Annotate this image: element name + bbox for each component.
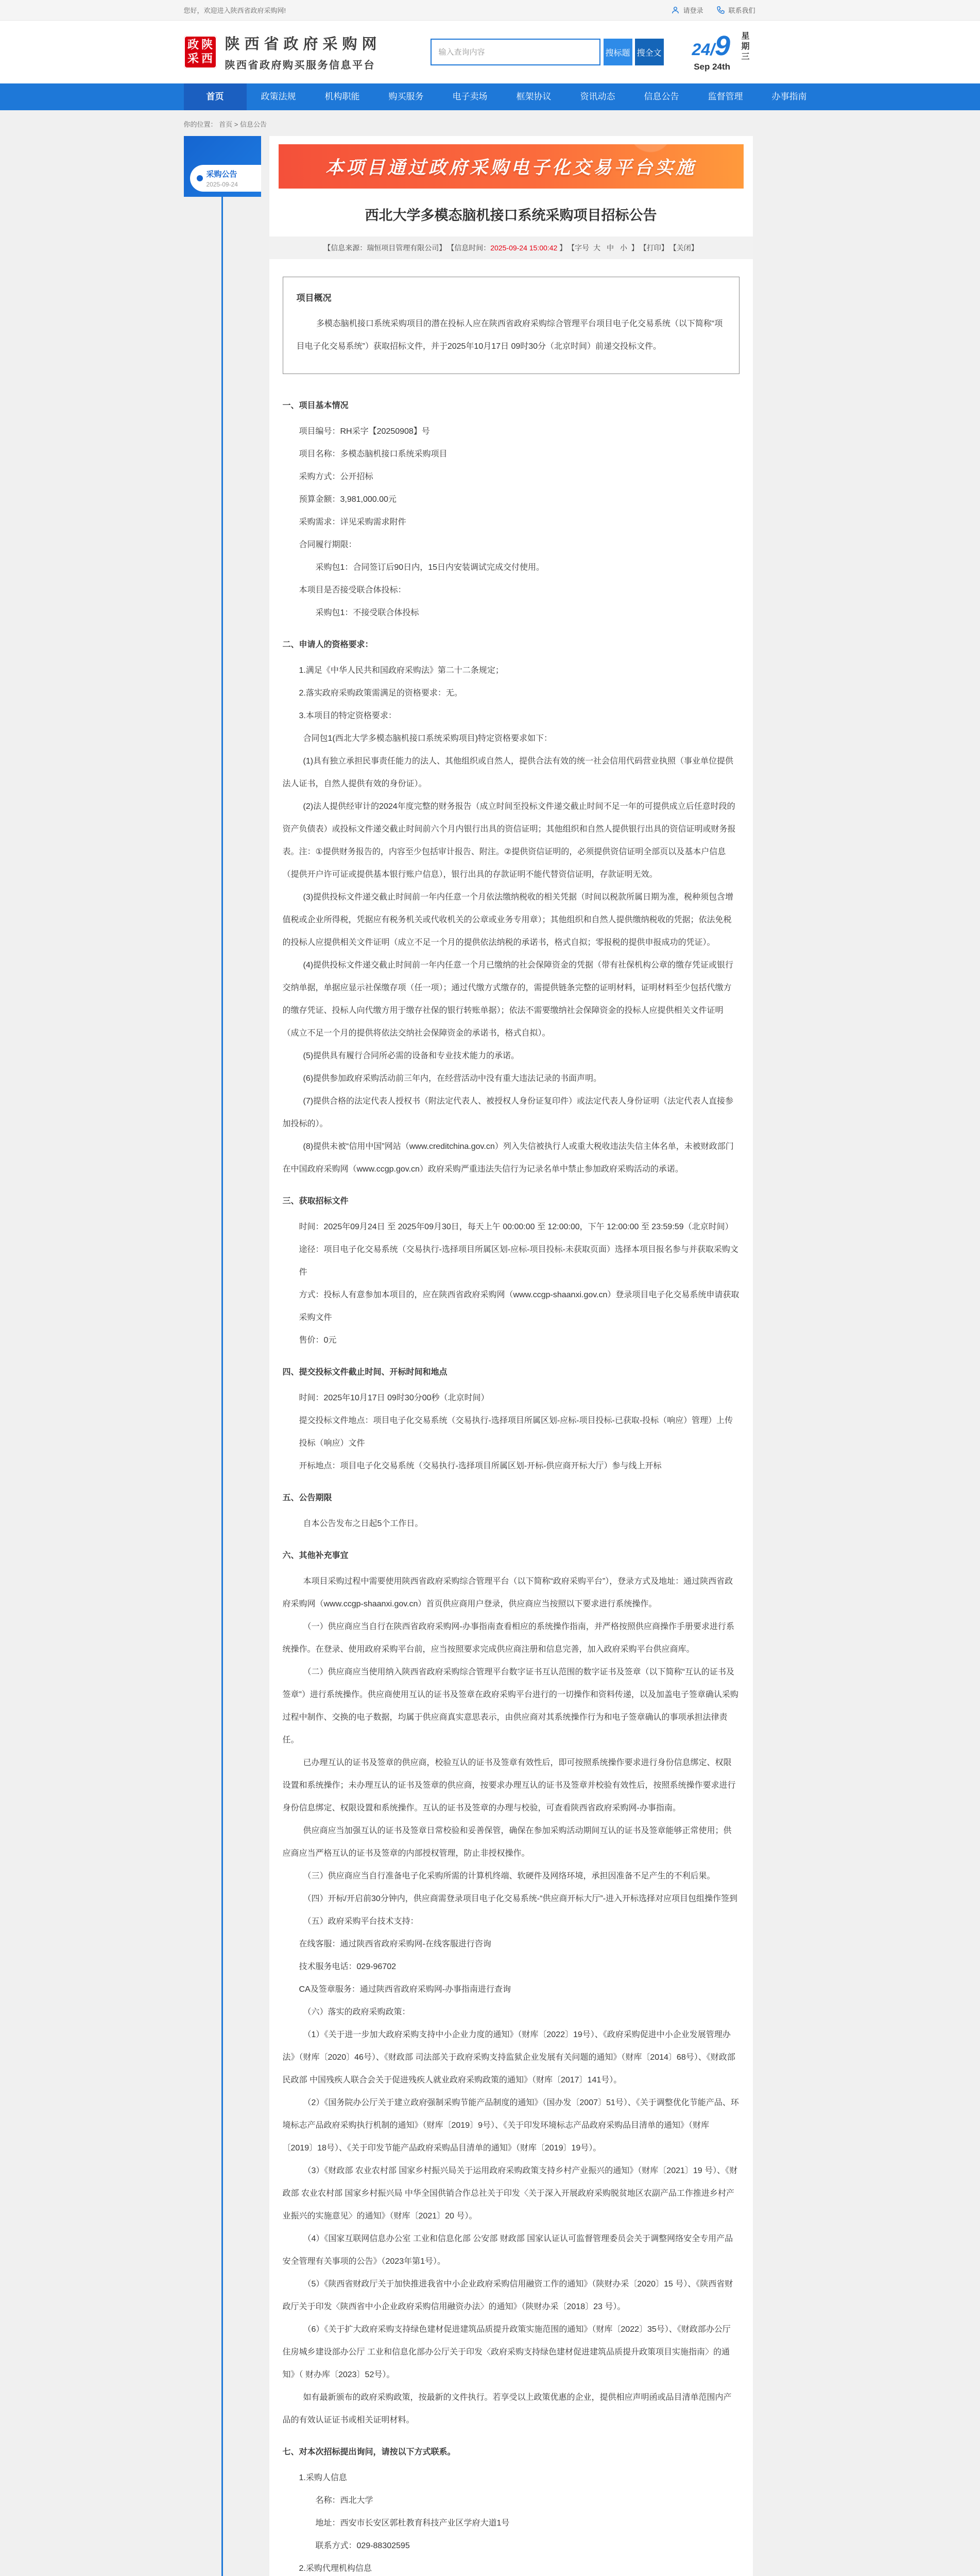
- login-link[interactable]: [671, 5, 703, 15]
- body-paragraph: (7)提供合格的法定代表人授权书（附法定代表人、被授权人身份证复印件）或法定代表人身份证明（法定代表人直接参加投标的）。: [282, 1097, 734, 1128]
- meta-source: 【信息来源：瑞恒项目管理有限公司】: [323, 244, 446, 252]
- body-paragraph: （6）《关于扩大政府采购支持绿色建材促进建筑品质提升政策实施范围的通知》（财库〔2022〕35号）、《财政部办公厅 住房城乡建设部办公厅 工业和信息化部办公厅关于印发〈政府采购支持绿色建材促进建筑品质提升政策项目实施指南〉的通知》（ 财办库〔2023〕52号）。: [282, 2325, 731, 2379]
- breadcrumb: [184, 110, 797, 136]
- body-paragraph: (6)提供参加政府采购活动前三年内，在经营活动中没有重大违法记录的书面声明。: [303, 1074, 602, 1083]
- body-line: 1.采购人信息: [299, 2473, 347, 2482]
- nav-bar-items: [184, 83, 807, 110]
- body-subline: 采购包1：不接受联合体投标: [315, 608, 419, 617]
- article-meta: [269, 236, 753, 259]
- main-nav: [0, 83, 980, 110]
- section-heading: 二、申请人的资格要求：: [282, 640, 373, 649]
- topbar: [0, 0, 980, 21]
- sidebar-item-procurement-notice[interactable]: [190, 165, 261, 192]
- article-card: [269, 136, 753, 2576]
- meta-fontsize-close: 】: [631, 244, 639, 252]
- fontsize-large-button[interactable]: 大: [593, 244, 601, 252]
- body-paragraph: （3）《财政部 农业农村部 国家乡村振兴局关于运用政府采购政策支持乡村产业振兴的通知》（财库〔2021〕19 号）、《财政部 农业农村部 国家乡村振兴局 中华全国供销合作总社关于印发〈关于深入开展政府采购脱贫地区农副产品工作推进乡村产业振兴的实施意见〉的通知》（财库〔2021〕20 号）。: [282, 2166, 738, 2221]
- body-line: 途径：项目电子化交易系统（交易执行-选择项目所属区划-应标-项目投标-未获取页面）选择本项目报名参与并获取采购文件: [299, 1245, 738, 1277]
- body-line: CA及签章服务：通过陕西省政府采购网-办事指南进行查询: [299, 1985, 511, 1994]
- body-paragraph: （四）开标/开启前30分钟内，供应商需登录项目电子化交易系统-“供应商开标大厅”-进入开标选择对应项目包组操作签到: [303, 1894, 738, 1903]
- body-paragraph: (2)法人提供经审计的2024年度完整的财务报告（成立时间至投标文件递交截止时间不足一年的可提供成立后任意时段的资产负债表）或投标文件递交截止时间前六个月内银行出具的资信证明；其他组织和自然人提供银行出具的资信证明或财务报表。注：①提供财务报告的，内容至少包括审计报告、附注。②提供资信证明的，必须提供资信证明全部页以及基本户信息（提供开户许可证或提供基本银行账户信息），银行出具的存款证明不能代替资信证明，存款证明无效。: [282, 802, 736, 879]
- body-line: 3.本项目的特定资格要求：: [299, 711, 397, 720]
- body-paragraph: （4）《国家互联网信息办公室 工业和信息化部 公安部 财政部 国家认证认可监督管理委员会关于调整网络安全专用产品安全管理有关事项的公告》（2023年第1号）。: [282, 2234, 733, 2266]
- nav-item[interactable]: 首页: [184, 83, 247, 110]
- date-widget: [692, 31, 751, 73]
- contact-link[interactable]: [716, 5, 755, 15]
- login-label: 请登录: [683, 7, 703, 14]
- body-paragraph: （二）供应商应当使用纳入陕西省政府采购综合管理平台数字证书互认范围的数字证书及签章（以下简称“互认的证书及签章”）进行系统操作。供应商使用互认的证书及签章在政府采购平台进行的一切操作和资料传递，以及加盖电子签章确认采购过程中制作、交换的电子数据，均属于供应商真实意思表示，由供应商对其系统操作行为和电子签章确认的事项承担法律责任。: [282, 1668, 738, 1744]
- section-heading: 七、对本次招标提出询问，请按以下方式联系。: [282, 2448, 456, 2456]
- meta-time-close: 】: [557, 244, 567, 252]
- section-heading: 三、获取招标文件: [282, 1197, 349, 1206]
- body-paragraph: (1)具有独立承担民事责任能力的法人、其他组织或自然人，提供合法有效的统一社会信用代码营业执照（事业单位提供法人证书，自然人提供有效的身份证）。: [282, 757, 734, 788]
- body-line: 在线客服：通过陕西省政府采购网-在线客服进行咨询: [299, 1940, 491, 1948]
- sidebar: [184, 136, 261, 2576]
- body-paragraph: 供应商应当加强互认的证书及签章日常校验和妥善保管，确保在参加采购活动期间互认的证书及签章能够正常使用；供应商应当严格互认的证书及签章的内部授权管理，防止非授权操作。: [282, 1826, 732, 1858]
- site-subtitle: 陕西省政府购买服务信息平台: [225, 60, 375, 71]
- body-subline: 地址：西安市长安区郭杜教育科技产业区学府大道1号: [315, 2519, 510, 2528]
- body-paragraph: (3)提供投标文件递交截止时间前一年内任意一个月依法缴纳税收的相关凭据（时间以税款所属日期为准，税种须包含增值税或企业所得税，凭据应有税务机关或代收机关的公章或业务专用章）；其他组织和自然人提供缴纳税收的凭据；依法免税的投标人应提供相关文件证明（成立不足一个月的提供依法纳税的承诺书，格式自拟；零报税的提供申报成功的凭证）。: [282, 893, 734, 947]
- phone-icon: [716, 6, 725, 14]
- body-line: 售价：0元: [299, 1336, 337, 1345]
- body-paragraph: （1）《关于进一步加大政府采购支持中小企业力度的通知》（财库〔2022〕19号）、《政府采购促进中小企业发展管理办法》（财库〔2020〕46号）、《财政部 司法部关于政府采购支持监狱企业发展有关问题的通知》（财库〔2014〕68号）、《财政部 民政部 中国残疾人联合会关于促进残疾人就业政府采购政策的通知》（财库〔2017〕141号）。: [282, 2030, 735, 2084]
- body-paragraph: 已办理互认的证书及签章的供应商，校验互认的证书及签章有效性后，即可按照系统操作要求进行身份信息绑定、权限设置和系统操作；未办理互认的证书及签章的供应商，按要求办理互认的证书及签章并校验有效性后，按照系统操作要求进行身份信息绑定、权限设置和系统操作。互认的证书及签章的办理与校验，可查看陕西省政府采购网-办事指南。: [282, 1758, 736, 1812]
- body-line: 2.采购代理机构信息: [299, 2564, 372, 2573]
- header: [0, 21, 980, 83]
- body-paragraph: （一）供应商应当自行在陕西省政府采购网-办事指南查看相应的系统操作指南，并严格按照供应商操作手册要求进行系统操作。在登录、使用政府采购平台前，应当按照要求完成供应商注册和信息完善，加入政府采购平台供应商库。: [282, 1622, 734, 1654]
- nav-item[interactable]: 机构职能: [324, 92, 360, 101]
- body-line: 1.满足《中华人民共和国政府采购法》第二十二条规定；: [299, 666, 504, 675]
- body-paragraph: （六）落实的政府采购政策：: [303, 2008, 410, 2016]
- fontsize-small-button[interactable]: 小: [620, 244, 627, 252]
- date-english: Sep 24th: [694, 62, 731, 72]
- section-heading: 四、提交投标文件截止时间、开标时间和地点: [282, 1368, 448, 1377]
- meta-time-label: 【信息时间：: [447, 244, 491, 252]
- meta-time: [447, 243, 566, 253]
- section-heading: 一、项目基本情况: [282, 401, 349, 410]
- search-fulltext-button[interactable]: 搜全文: [635, 39, 664, 65]
- breadcrumb-home[interactable]: 首页: [219, 121, 233, 128]
- body-line: 项目名称：多模态脑机接口系统采购项目: [299, 450, 448, 459]
- body-line: 时间：2025年09月24日 至 2025年09月30日，每天上午 00:00:00 至 12:00:00，下午 12:00:00 至 23:59:59（北京时间）: [299, 1223, 733, 1231]
- print-button[interactable]: 【打印】: [639, 244, 668, 252]
- breadcrumb-current[interactable]: 信息公告: [240, 121, 267, 128]
- site-title: 陕西省政府采购网: [225, 36, 382, 53]
- user-icon: [671, 6, 680, 14]
- meta-fontsize-label: 【字号: [568, 244, 590, 252]
- body-paragraph: （五）政府采购平台技术支持：: [303, 1917, 419, 1926]
- body-paragraph: (8)提供未被“信用中国”网站（www.creditchina.gov.cn）列入失信被执行人或重大税收违法失信主体名单，未被财政部门在中国政府采购网（www.ccgp.gov.cn）政府采购严重违法失信行为记录名单中禁止参加政府采购活动的承诺。: [282, 1142, 734, 1174]
- meta-fontsize: [568, 243, 639, 253]
- project-overview-box: [283, 277, 740, 374]
- body-line: 项目编号：RH采字【20250908】号: [299, 427, 430, 436]
- search-title-button[interactable]: 搜标题: [604, 39, 632, 65]
- date-numeric: 24/9: [692, 30, 731, 61]
- breadcrumb-prefix: 你的位置：: [183, 121, 217, 128]
- nav-item[interactable]: 资讯动态: [580, 92, 615, 101]
- body-line: 方式：投标人有意参加本项目的，应在陕西省政府采购网（www.ccgp-shaanxi.gov.cn）登录项目电子化交易系统申请获取采购文件: [299, 1291, 740, 1322]
- welcome-text: 您好，欢迎进入陕西省政府采购网!: [183, 7, 286, 14]
- sidebar-divider-line: [221, 197, 223, 2576]
- body-line: 本项目是否接受联合体投标：: [299, 586, 406, 595]
- body-line: 时间：2025年10月17日 09时30分00秒（北京时间）: [299, 1394, 489, 1402]
- body-line: 提交投标文件地点：项目电子化交易系统（交易执行-选择项目所属区划-应标-项目投标-已获取-投标（响应）管理）上传投标（响应）文件: [299, 1416, 733, 1448]
- nav-item[interactable]: 政策法规: [261, 92, 296, 101]
- body-paragraph: (5)提供具有履行合同所必需的设备和专业技术能力的承诺。: [303, 1052, 520, 1060]
- nav-item[interactable]: 购买服务: [388, 92, 424, 101]
- section-heading: 五、公告期限: [282, 1494, 332, 1502]
- body-paragraph: （2）《国务院办公厅关于建立政府强制采购节能产品制度的通知》（国办发〔2007〕51号）、《关于调整优化节能产品、环境标志产品政府采购执行机制的通知》（财库〔2019〕9号）、《关于印发环境标志产品政府采购品目清单的通知》（财库〔2019〕18号）、《关于印发节能产品政府采购品目清单的通知》（财库〔2019〕19号）。: [282, 2098, 739, 2153]
- body-paragraph: 合同包1(西北大学多模态脑机接口系统采购项目)特定资格要求如下：: [303, 734, 553, 743]
- contact-label: 联系我们: [728, 7, 755, 14]
- nav-item[interactable]: 监督管理: [708, 92, 743, 101]
- body-paragraph: 如有最新颁布的政府采购政策，按最新的文件执行。若享受以上政策优惠的企业，提供相应声明函或品目清单范围内产品的有效认证证书或相关证明材料。: [282, 2393, 732, 2425]
- body-line: 技术服务电话：029-96702: [299, 1962, 397, 1971]
- meta-time-value: 2025-09-24 15:00:42: [490, 244, 558, 252]
- nav-item[interactable]: 办事指南: [771, 92, 807, 101]
- body-paragraph: (4)提供投标文件递交截止时间前一年内任意一个月已缴纳的社会保障资金的凭据（带有社保机构公章的缴存凭证或银行交纳单据，单据应显示社保缴存项（任一项）；通过代缴方式缴存的，需提供链条完整的证明材料，证明材料至少包括代缴方的缴存凭证、投标人向代缴方用于缴存社保的银行转账单据）；依法不需要缴纳社会保障资金的投标人应提供相关文件证明（成立不足一个月的提供将依法交纳社会保障资金的承诺书，格式自拟）。: [282, 961, 734, 1038]
- body-paragraph: 自本公告发布之日起5个工作日。: [303, 1519, 423, 1528]
- body-subline: 采购包1：合同签订后90日内，15日内安装调试完成交付使用。: [315, 563, 544, 572]
- body-line: 合同履行期限：: [299, 540, 357, 549]
- fontsize-medium-button[interactable]: 中: [606, 244, 614, 252]
- breadcrumb-separator: >: [234, 121, 238, 128]
- body-paragraph: （三）供应商应当自行准备电子化采购所需的计算机终端、软硬件及网络环境，承担因准备不足产生的不利后果。: [303, 1872, 715, 1880]
- body-line: 2.落实政府采购政策需满足的资格要求：无。: [299, 689, 462, 698]
- nav-item[interactable]: 电子卖场: [452, 92, 488, 101]
- body-line: 预算金额：3,981,000.00元: [299, 495, 397, 504]
- site-logo[interactable]: [184, 32, 382, 72]
- sidebar-category-label: 采购公告: [206, 170, 237, 179]
- body-line: 开标地点：项目电子化交易系统（交易执行-选择项目所属区划-开标-供应商开标大厅）参与线上开标: [299, 1462, 662, 1470]
- body-line: 采购方式：公开招标: [299, 472, 373, 481]
- close-button[interactable]: 【关闭】: [669, 244, 698, 252]
- search-bar: [431, 39, 664, 65]
- body-line: 采购需求：详见采购需求附件: [299, 518, 406, 527]
- overview-heading: 项目概况: [296, 293, 332, 303]
- body-subline: 名称：西北大学: [315, 2496, 373, 2505]
- article-body: [269, 378, 753, 2576]
- body-paragraph: 本项目采购过程中需要使用陕西省政府采购综合管理平台（以下简称“政府采购平台”），登录方式及地址：通过陕西省政府采购网（www.ccgp-shaanxi.gov.cn）首页供应商用户登录，供应商应当按照以下要求进行系统操作。: [282, 1577, 733, 1608]
- section-heading: 六、其他补充事宜: [282, 1551, 349, 1560]
- sidebar-category-box: [184, 136, 261, 197]
- nav-item[interactable]: 信息公告: [644, 92, 679, 101]
- platform-banner: 本项目通过政府采购电子化交易平台实施: [279, 144, 744, 189]
- sidebar-category-date: 2025-09-24: [206, 181, 238, 188]
- logo-stamp-icon: 政 陕 采 西: [184, 36, 217, 69]
- nav-item[interactable]: 框架协议: [516, 92, 552, 101]
- body-paragraph: （5）《陕西省财政厅关于加快推进我省中小企业政府采购信用融资工作的通知》（陕财办采〔2020〕15 号）、《陕西省财政厅关于印发〈陕西省中小企业政府采购信用融资办法〉的通知》（陕财办采〔2018〕23 号）。: [282, 2280, 733, 2311]
- overview-text: 多模态脑机接口系统采购项目的潜在投标人应在陕西省政府采购综合管理平台项目电子化交易系统（以下简称“项目电子化交易系统”）获取招标文件，并于2025年10月17日 09时30分（北京时间）前递交投标文件。: [296, 319, 723, 351]
- weekday-label: 星期三: [740, 31, 749, 62]
- search-input[interactable]: [431, 39, 600, 65]
- article-title: 西北大学多模态脑机接口系统采购项目招标公告: [365, 208, 657, 223]
- body-subline: 联系方式：029-88302595: [315, 2541, 410, 2550]
